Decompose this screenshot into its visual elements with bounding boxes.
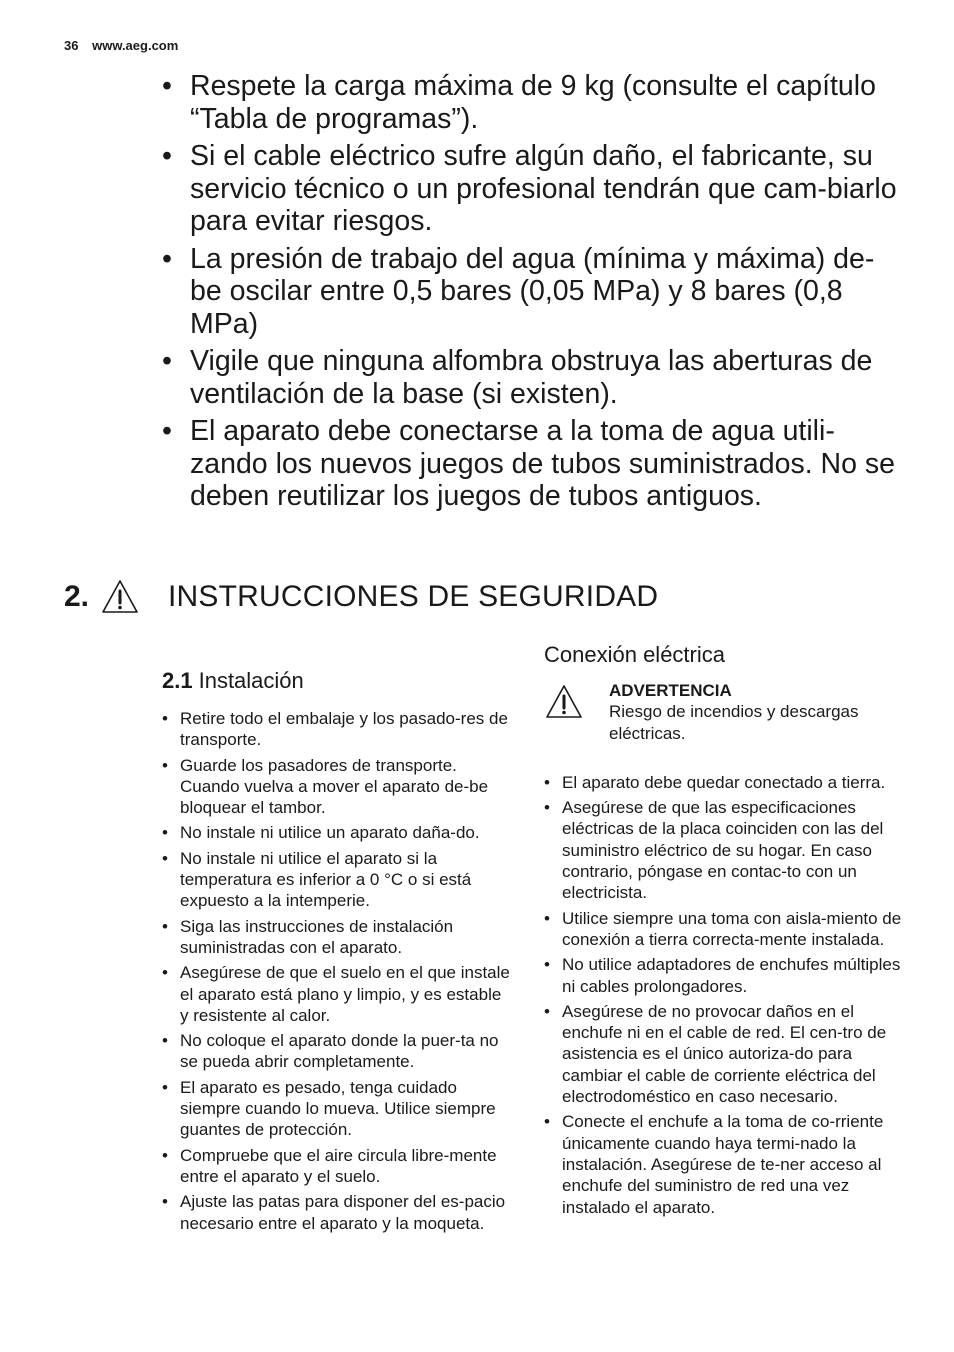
list-item: • No instale ni utilice un aparato daña-do. xyxy=(162,823,480,843)
list-item: • Compruebe que el aire circula libre-mente entre el aparato y el suelo. xyxy=(162,1145,497,1186)
warning-message: Riesgo de incendios y descargas eléctricas. xyxy=(609,702,859,743)
subsection-title: Instalación xyxy=(198,668,304,693)
warning-triangle-icon xyxy=(544,682,584,722)
section-number: 2. xyxy=(64,580,90,613)
website-url: www.aeg.com xyxy=(92,38,179,53)
list-item: • Conecte el enchufe a la toma de co-rriente únicamente cuando haya termi-nado la instalación. Asegúrese de te-ner acceso al enchufe del suministro de red una vez instalado el aparato. xyxy=(544,1112,884,1217)
list-item: • Guarde los pasadores de transporte. Cuando vuelva a mover el aparato de-be bloquear el tambor. xyxy=(162,755,489,818)
subsection-number: 2.1 xyxy=(162,668,193,693)
electrical-heading: Conexión eléctrica xyxy=(544,642,725,667)
list-item: • No coloque el aparato donde la puer-ta no se pueda abrir completamente. xyxy=(162,1031,499,1072)
warning-triangle-icon xyxy=(100,577,140,617)
list-item: • Respete la carga máxima de 9 kg (consulte el capítulo “Tabla de programas”). xyxy=(162,70,876,135)
list-item: • No instale ni utilice el aparato si la temperatura es inferior a 0 °C o si está expuesto a la intemperie. xyxy=(162,848,472,911)
installation-list xyxy=(162,708,512,1234)
list-item: • Asegúrese de que el suelo en el que instale el aparato está plano y limpio, y es estable y resistente al calor. xyxy=(162,963,510,1025)
subsection-heading xyxy=(162,668,512,694)
list-item: • El aparato es pesado, tenga cuidado siempre cuando lo mueva. Utilice siempre guantes de protección. xyxy=(162,1077,496,1140)
list-item: • Si el cable eléctrico sufre algún daño, el fabricante, su servicio técnico o un profesional tendrán que cam-biarlo para evitar riesgos. xyxy=(162,140,897,237)
section-heading xyxy=(64,572,658,622)
section-title: INSTRUCCIONES DE SEGURIDAD xyxy=(168,580,659,613)
electrical-column xyxy=(544,642,904,1222)
warning-text-block xyxy=(609,680,904,744)
electrical-list xyxy=(544,772,904,1218)
warning-title: ADVERTENCIA xyxy=(609,681,732,700)
list-item: • Asegúrese de que las especificaciones eléctricas de la placa coinciden con las del suministro eléctrico de su hogar. En caso contrario, póngase en contac-to con un electricista. xyxy=(544,798,884,903)
installation-column xyxy=(162,668,512,1238)
list-item: • El aparato debe conectarse a la toma de agua utili-zando los nuevos juegos de tubos suministrados. No se deben reutilizar los juegos de tubos antiguos. xyxy=(162,415,895,512)
list-item: • No utilice adaptadores de enchufes múltiples ni cables prolongadores. xyxy=(544,955,901,996)
list-item: • Vigile que ninguna alfombra obstruya las aberturas de ventilación de la base (si existen). xyxy=(162,345,873,410)
list-item: • La presión de trabajo del agua (mínima y máxima) de-be oscilar entre 0,5 bares (0,05 MPa) y 8 bares (0,8 MPa) xyxy=(162,242,875,340)
list-item: • Retire todo el embalaje y los pasado-res de transporte. xyxy=(162,709,508,750)
list-item: • Asegúrese de no provocar daños en el enchufe ni en el cable de red. El cen-tro de asistencia es el único autoriza-do para cambiar el cable de corriente eléctrica del electrodoméstico en caso necesario. xyxy=(544,1001,887,1107)
warning-box xyxy=(544,680,904,744)
list-item: • El aparato debe quedar conectado a tierra. xyxy=(544,772,886,792)
page-number: 36 xyxy=(64,38,79,53)
intro-bullet-list xyxy=(162,70,902,518)
list-item: • Utilice siempre una toma con aisla-miento de conexión a tierra correcta-mente instalada. xyxy=(544,908,902,949)
list-item: • Siga las instrucciones de instalación suministradas con el aparato. xyxy=(162,916,454,957)
list-item: • Ajuste las patas para disponer del es-pacio necesario entre el aparato y la moqueta. xyxy=(162,1192,506,1233)
page-header xyxy=(64,38,178,53)
